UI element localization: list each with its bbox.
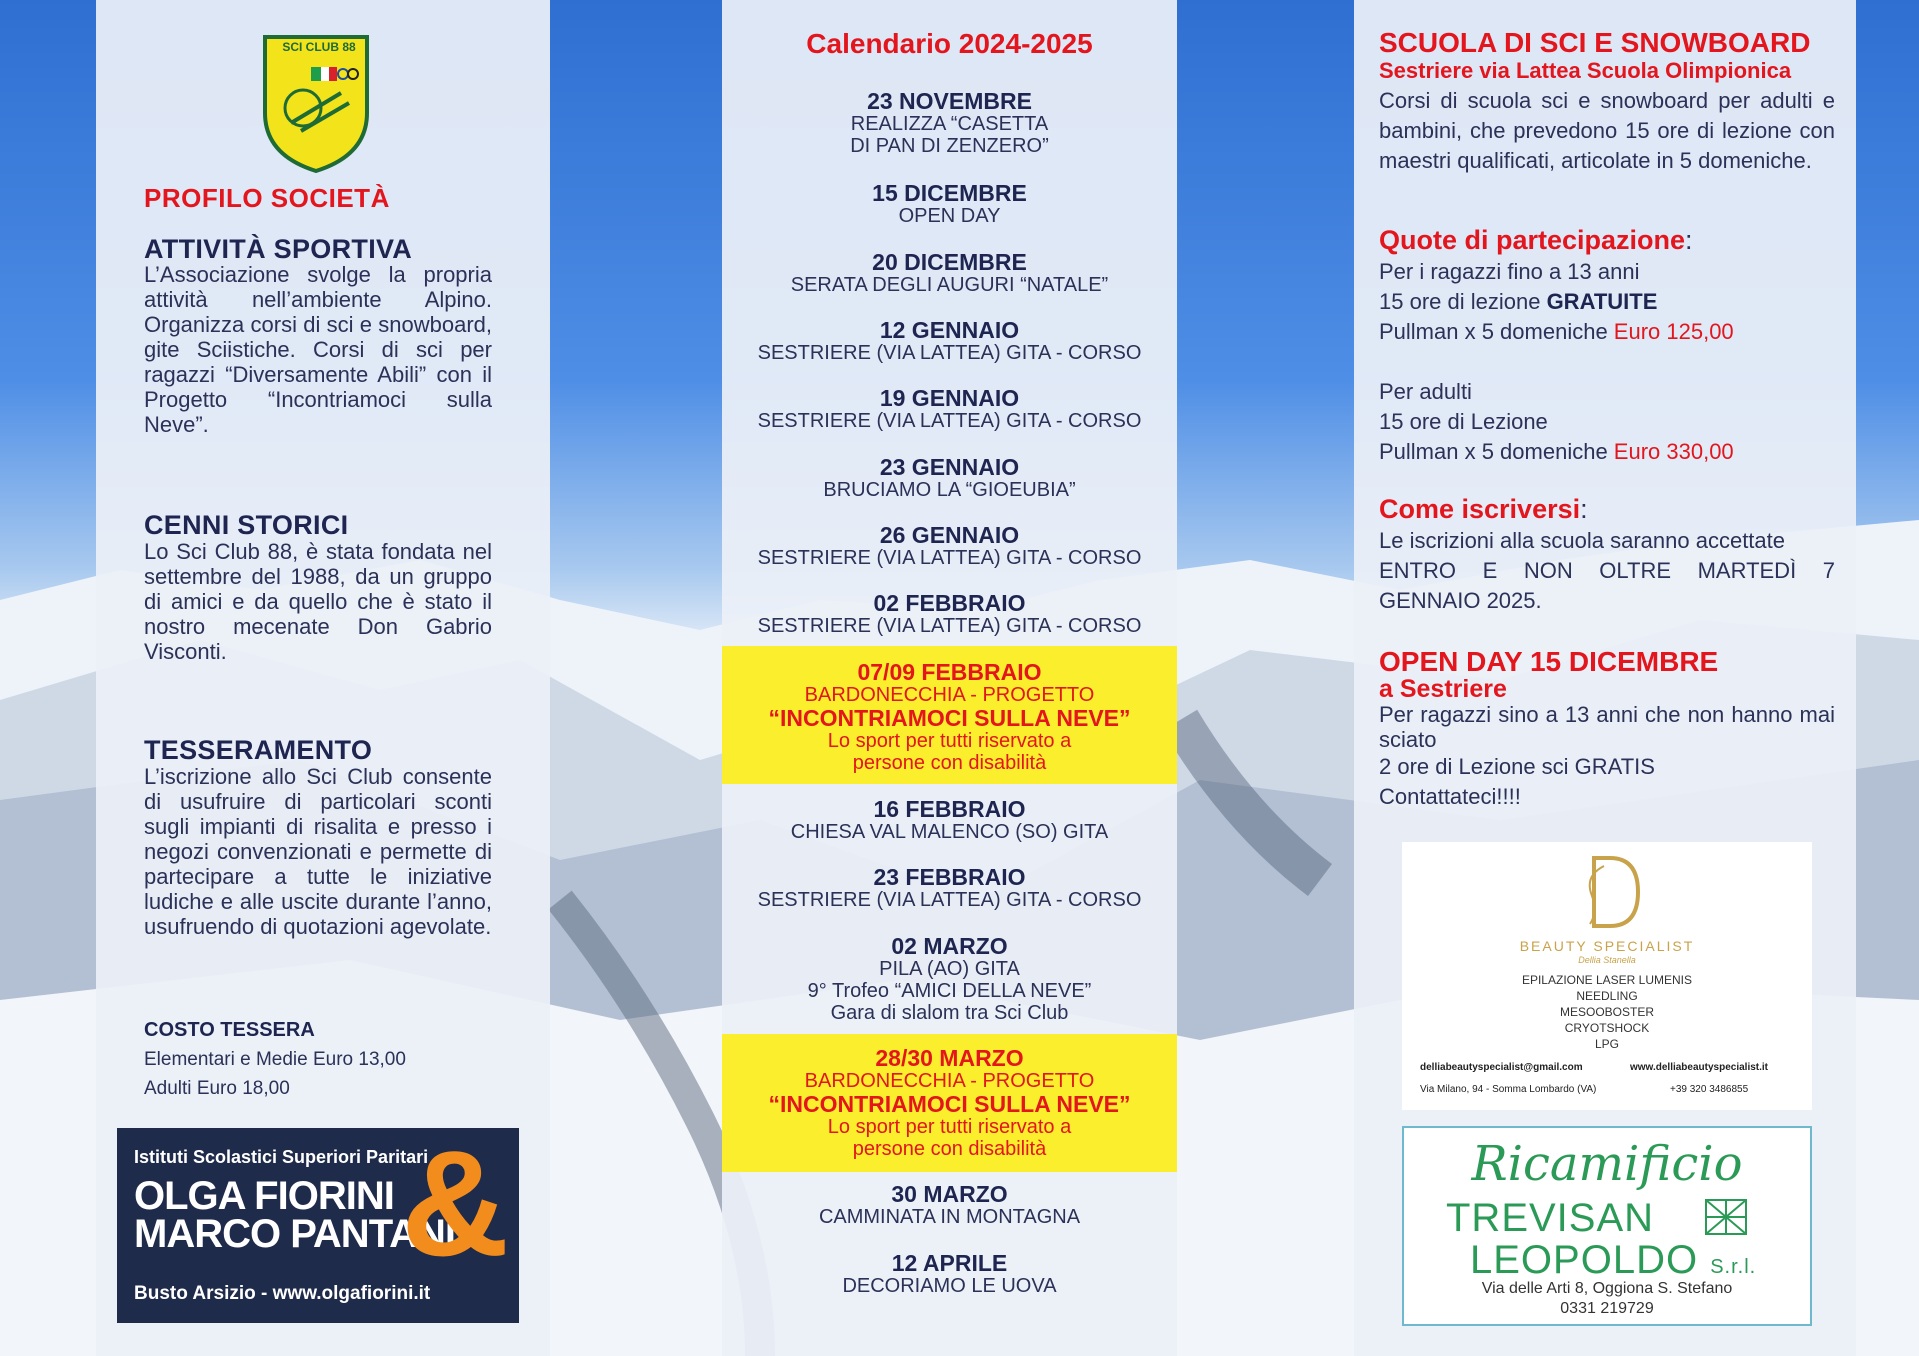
sponsor-name-1: OLGA FIORINI (134, 1174, 394, 1218)
highlight-event (722, 646, 1177, 784)
highlight-line: Lo sport per tutti riservato a (827, 730, 1072, 752)
event-line: SESTRIERE (VIA LATTEA) GITA - CORSO (757, 889, 1142, 911)
event-line: CAMMINATA IN MONTAGNA (818, 1206, 1081, 1228)
cost-row-1-label: Elementari e Medie (144, 1049, 308, 1070)
sponsor-subtitle: Istituti Scolastici Superiori Paritari (134, 1147, 429, 1167)
logo-top-text: SCI CLUB 88 (282, 40, 356, 54)
kids-price: Euro 125,00 (1613, 319, 1734, 344)
openday-text: Per ragazzi sino a 13 anni che non hanno mai sciato (1379, 702, 1835, 752)
school-subtitle: Sestriere via Lattea Scuola Olimpionica (1379, 58, 1792, 83)
event-line: CHIESA VAL MALENCO (SO) GITA (790, 821, 1109, 843)
sport-text: L’Associazione svolge la propria attività nell’ambiente Alpino. Organizza corsi di sci e snowboard, gite Sciistiche. Corsi di sci per ragazzi “Diversamente Abili” con il Progetto “Incontriamoci sulla Neve”. (144, 262, 492, 437)
kids-bus: Pullman x 5 domeniche (1379, 319, 1614, 344)
profile-title: PROFILO SOCIETÀ (144, 183, 390, 213)
beauty-email[interactable]: delliabeautyspecialist@gmail.com (1420, 1062, 1583, 1073)
event-line: PILA (AO) GITA (879, 958, 1020, 980)
membership-text: L’iscrizione allo Sci Club consente di usufruire di particolari sconti sugli impianti di risalita e presso i negozi convenzionati e permette di partecipare a tutte le iniziative ludiche e alle uscite durante l’anno, usufruendo di quotazioni agevolate. (144, 764, 492, 939)
enroll-text-1: Le iscrizioni alla scuola saranno accettate (1379, 528, 1786, 553)
beauty-website[interactable]: www.delliabeautyspecialist.it (1630, 1062, 1769, 1073)
openday-title-1: OPEN DAY 15 DICEMBRE (1379, 646, 1719, 677)
event-line: SESTRIERE (VIA LATTEA) GITA - CORSO (757, 342, 1142, 364)
highlight-line: BARDONECCHIA - PROGETTO (804, 1070, 1095, 1092)
ricamificio-phone: 0331 219729 (1560, 1300, 1654, 1317)
highlight-date: 07/09 FEBBRAIO (857, 659, 1042, 685)
ricamificio-ad (1402, 1126, 1812, 1326)
kids-hours: 15 ore di lezione (1379, 289, 1547, 314)
kids-line-2 (1379, 287, 1835, 317)
event-item (722, 865, 1177, 911)
beauty-brand: BEAUTY SPECIALIST (1519, 938, 1695, 954)
history-title: CENNI STORICI (144, 510, 349, 540)
highlight-project: “INCONTRIAMOCI SULLA NEVE” (768, 705, 1131, 731)
event-date: 15 DICEMBRE (872, 180, 1027, 206)
event-date: 23 GENNAIO (879, 454, 1020, 480)
kids-line-3 (1379, 317, 1835, 347)
beauty-address: Via Milano, 94 - Somma Lombardo (VA) (1420, 1084, 1597, 1095)
cost-row-2-value: Euro 18,00 (196, 1078, 290, 1099)
event-item (722, 318, 1177, 364)
calendar-title: Calendario 2024-2025 (806, 28, 1093, 59)
ricamificio-name-1: TREVISAN (1446, 1196, 1655, 1240)
highlight-line: Lo sport per tutti riservato a (827, 1116, 1072, 1138)
sport-title: ATTIVITÀ SPORTIVA (144, 234, 413, 264)
event-date: 23 FEBBRAIO (873, 864, 1026, 890)
event-item (722, 591, 1177, 637)
openday-free: 2 ore di Lezione sci GRATIS (1379, 754, 1655, 779)
enroll-title: Come iscriversi (1379, 494, 1581, 524)
event-line: DI PAN DI ZENZERO” (850, 135, 1049, 157)
service-item: MESOOBOSTER (1559, 1005, 1654, 1019)
service-item: CRYOTSHOCK (1564, 1021, 1650, 1035)
event-date: 30 MARZO (891, 1181, 1008, 1207)
adults-price: Euro 330,00 (1613, 439, 1734, 464)
ricamificio-name-2-text: LEOPOLDO (1470, 1238, 1699, 1282)
service-item: EPILAZIONE LASER LUMENIS (1521, 973, 1693, 987)
event-item (722, 250, 1177, 296)
highlight-line: persone con disabilità (852, 752, 1047, 774)
event-item (722, 934, 1177, 1024)
event-line: REALIZZA “CASETTA (850, 113, 1049, 135)
highlight-project: “INCONTRIAMOCI SULLA NEVE” (768, 1091, 1131, 1117)
quote-title: Quote di partecipazione (1379, 225, 1686, 255)
quote-colon: : (1685, 225, 1693, 255)
event-item (722, 1182, 1177, 1228)
event-item (722, 89, 1177, 157)
beauty-specialist-ad (1402, 842, 1812, 1110)
sponsor-olga-fiorini (117, 1119, 519, 1323)
cost-row-2-label: Adulti (144, 1078, 192, 1099)
highlight-event (722, 1034, 1177, 1172)
embroidery-pattern-icon (1704, 1198, 1748, 1236)
adults-bus: Pullman x 5 domeniche (1379, 439, 1614, 464)
panel-calendar (722, 0, 1177, 1356)
event-date: 26 GENNAIO (879, 522, 1020, 548)
event-item (722, 523, 1177, 569)
history-text: Lo Sci Club 88, è stata fondata nel settembre del 1988, da un gruppo di amici e da quello che è stato il nostro mecenate Don Gabrio Visconti. (144, 539, 492, 664)
event-date: 02 MARZO (891, 933, 1008, 959)
beauty-services (1402, 972, 1812, 1052)
event-line: SESTRIERE (VIA LATTEA) GITA - CORSO (757, 615, 1142, 637)
event-item (722, 1251, 1177, 1297)
event-item (722, 181, 1177, 227)
event-item (722, 797, 1177, 843)
cost-title: COSTO TESSERA (144, 1019, 315, 1041)
enroll-colon: : (1580, 494, 1588, 524)
adults-line-1: Per adulti (1379, 379, 1472, 404)
openday-contact: Contattateci!!!! (1379, 784, 1521, 809)
ricamificio-address: Via delle Arti 8, Oggiona S. Stefano (1481, 1280, 1733, 1297)
panel-ski-school (1354, 0, 1856, 1356)
cost-row-1 (144, 1049, 406, 1071)
quote-heading (1379, 223, 1835, 257)
openday-title-2: a Sestriere (1379, 675, 1507, 703)
adults-line-2: 15 ore di Lezione (1379, 409, 1548, 434)
event-line: OPEN DAY (898, 205, 1001, 227)
sponsor-footer: Busto Arsizio - www.olgafiorini.it (134, 1283, 431, 1304)
highlight-date: 28/30 MARZO (875, 1045, 1024, 1071)
sponsor-name-2: MARCO PANTANI (134, 1212, 456, 1256)
beauty-signature: Dellia Stanella (1578, 955, 1636, 965)
ricamificio-suffix: S.r.l. (1710, 1256, 1757, 1278)
event-date: 02 FEBBRAIO (873, 590, 1026, 616)
ricamificio-script: Ricamificio (1471, 1136, 1743, 1192)
event-date: 12 GENNAIO (879, 317, 1020, 343)
enroll-text-2: ENTRO E NON OLTRE MARTEDÌ 7 GENNAIO 2025. (1379, 558, 1835, 613)
ampersand-logo: & (401, 1119, 510, 1287)
panel-society-profile (96, 0, 550, 1356)
ricamificio-name-2 (1470, 1238, 1756, 1283)
event-line: 9° Trofeo “AMICI DELLA NEVE” (807, 980, 1092, 1002)
membership-title: TESSERAMENTO (144, 735, 373, 765)
enroll-heading (1379, 492, 1835, 526)
event-date: 12 APRILE (891, 1250, 1008, 1276)
kids-line-1: Per i ragazzi fino a 13 anni (1379, 259, 1640, 284)
event-line: SESTRIERE (VIA LATTEA) GITA - CORSO (757, 410, 1142, 432)
service-item: NEEDLING (1576, 989, 1638, 1003)
service-item: LPG (1594, 1037, 1619, 1051)
event-line: SERATA DEGLI AUGURI “NATALE” (790, 274, 1109, 296)
highlight-line: BARDONECCHIA - PROGETTO (804, 684, 1095, 706)
event-line: SESTRIERE (VIA LATTEA) GITA - CORSO (757, 547, 1142, 569)
event-date: 19 GENNAIO (879, 385, 1020, 411)
event-date: 23 NOVEMBRE (867, 88, 1032, 114)
event-date: 20 DICEMBRE (872, 249, 1027, 275)
school-text: Corsi di scuola sci e snowboard per adulti e bambini, che prevedono 15 ore di lezione con maestri qualificati, articolate in 5 domeniche. (1379, 88, 1835, 173)
event-line: DECORIAMO LE UOVA (842, 1275, 1057, 1297)
event-line: Gara di slalom tra Sci Club (830, 1002, 1069, 1024)
event-item (722, 455, 1177, 501)
cost-row-1-value: Euro 13,00 (312, 1049, 406, 1070)
event-item (722, 386, 1177, 432)
school-title: SCUOLA DI SCI E SNOWBOARD (1379, 27, 1811, 58)
event-line: BRUCIAMO LA “GIOEUBIA” (823, 479, 1076, 501)
kids-free: GRATUITE (1546, 289, 1658, 314)
adults-line-3 (1379, 437, 1835, 467)
event-date: 16 FEBBRAIO (873, 796, 1026, 822)
beauty-phone: +39 320 3486855 (1670, 1084, 1749, 1095)
highlight-line: persone con disabilità (852, 1138, 1047, 1160)
beauty-logo-icon (1574, 852, 1642, 932)
cost-row-2 (144, 1078, 290, 1100)
